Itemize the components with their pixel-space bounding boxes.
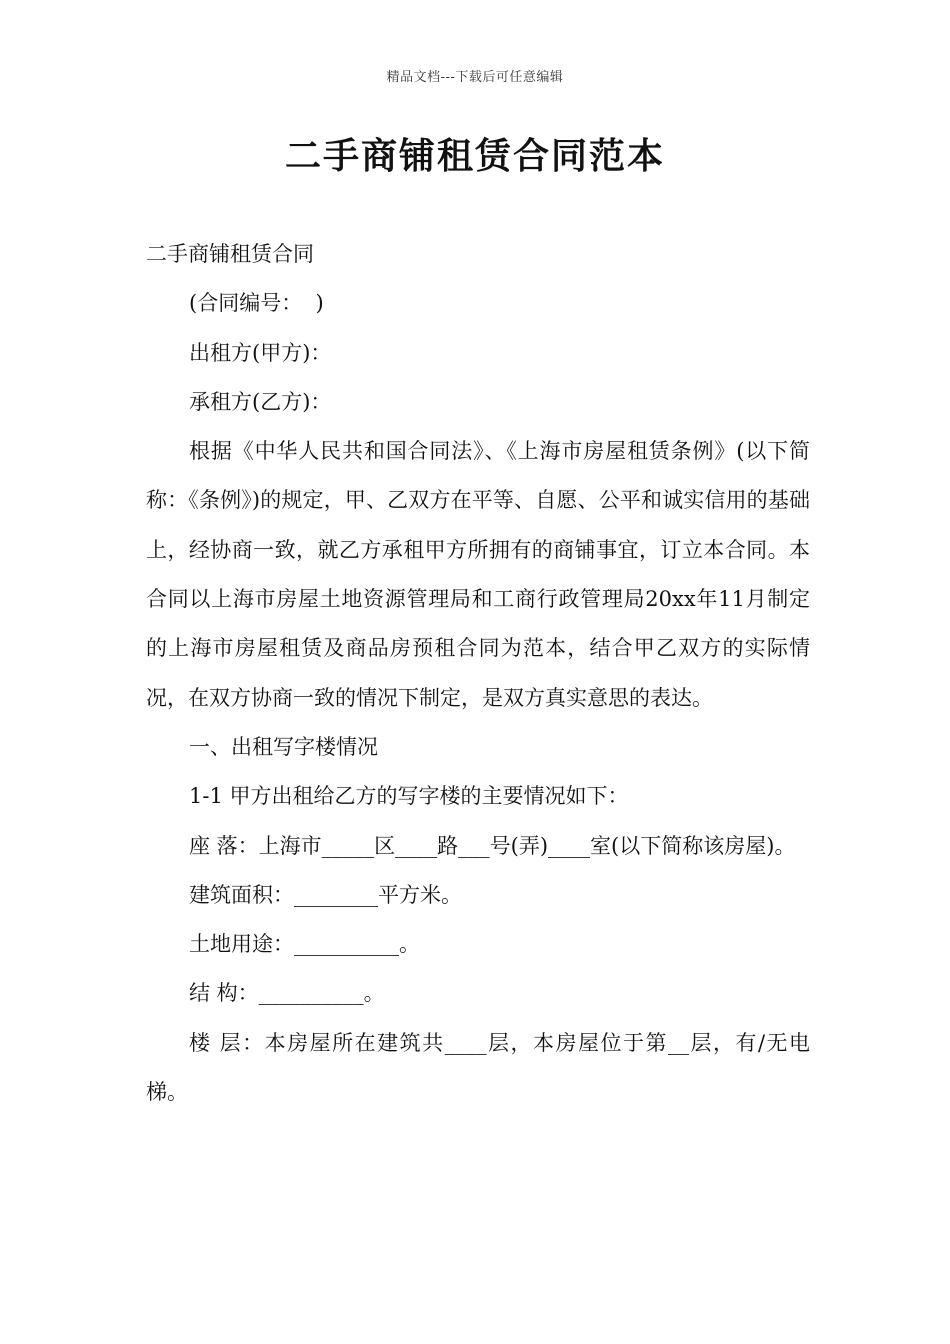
lessor-line: 出租方(甲方)： (189, 340, 332, 365)
preamble-paragraph: 根据《中华人民共和国合同法》、《上海市房屋租赁条例》(以下简称：《条例》)的规定，甲、乙双方在平等、自愿、公平和诚实信用的基础上，经协商一致，就乙方承租甲方所拥有的商铺事宜，订立本合同。本合同以上海市房屋土地资源管理局和工商行政管理局20xx年11月制定的上海市房屋租赁及商品房预租合同为范本，结合甲乙双方的实际情况，在双方协商一致的情况下制定，是双方真实意思的表达。 (146, 439, 810, 710)
clause-1-1: 1-1 甲方出租给乙方的写字楼的主要情况如下： (189, 784, 629, 809)
section-heading-1: 一、出租写字楼情况 (189, 734, 378, 759)
document-title: 二手商铺租赁合同范本 (284, 135, 665, 177)
floors-line: 楼 层：本房屋所在建筑共____层，本房屋位于第__层，有/无电梯。 (146, 1030, 810, 1105)
location-line: 座 落：上海市_____区____路___号(弄)____室(以下简称该房屋)。 (189, 833, 796, 858)
lessee-line: 承租方(乙方)： (189, 389, 332, 414)
document-body (146, 230, 810, 1117)
header-note: 精品文档---下载后可任意编辑 (386, 70, 564, 85)
contract-name: 二手商铺租赁合同 (146, 242, 314, 266)
floor-area-line: 建筑面积：________平方米。 (189, 882, 462, 907)
land-use-line: 土地用途：__________。 (189, 932, 420, 957)
contract-number: (合同编号： ) (189, 291, 324, 316)
structure-line: 结 构：__________。 (189, 981, 385, 1006)
